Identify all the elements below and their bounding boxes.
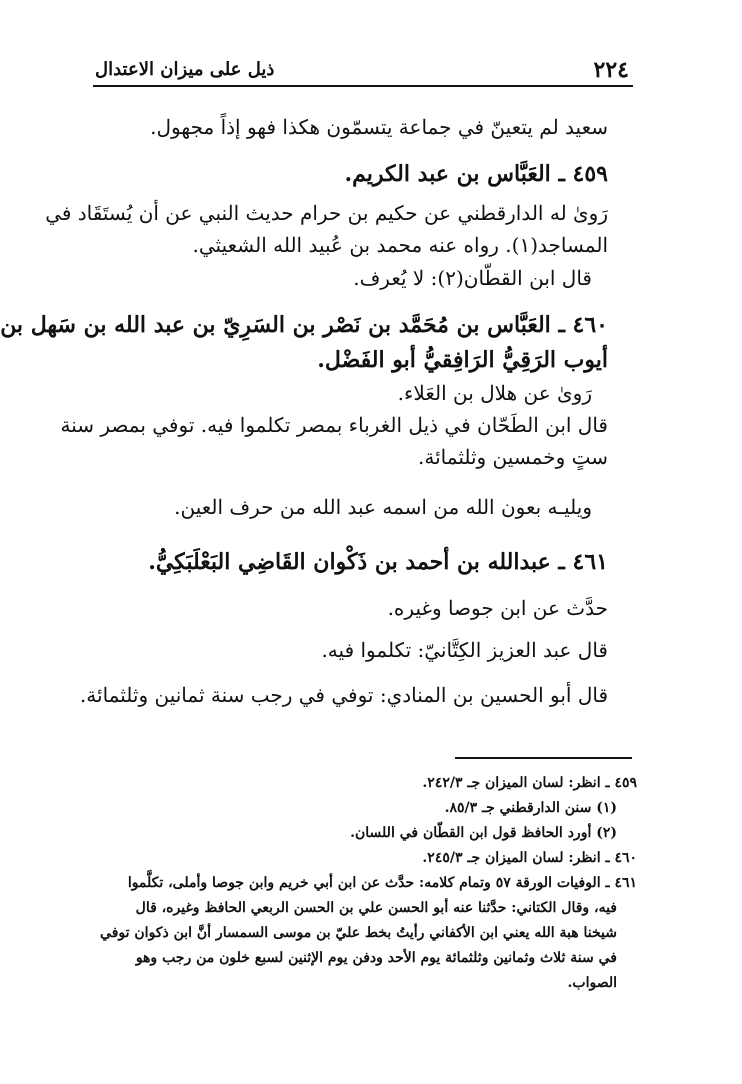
text-line: قال أبو الحسين بن المنادي: توفي في رجب سنة ثمانين وثلثمائة. (79, 683, 608, 707)
entry-heading-460-cont: أيوب الرَقِيُّ الرَافِقيُّ أبو الفَضْل. (317, 347, 608, 373)
footnote-line: ٤٦١ ـ الوفيات الورقة ٥٧ وتمام كلامه: حدَّث عن ابن أبي خريم وابن جوصا وأملى، تكلَّموا (127, 875, 637, 891)
text-line: رَوىٰ عن هلال بن العَلاء. (397, 381, 592, 405)
entry-heading-460: ٤٦٠ ـ العَبَّاس بن مُحَمَّد بن نَصْر بن السَرِيّ بن عبد الله بن سَهل بن (0, 312, 608, 338)
footnote-separator (455, 757, 632, 759)
text-line: ستٍ وخمسين وثلثمائة. (418, 445, 608, 469)
text-line: سعيد لم يتعينّ في جماعة يتسمّون هكذا فهو إذاً مجهول. (150, 115, 608, 139)
running-title: ذيل على ميزان الاعتدال (95, 59, 275, 80)
footnote-line: شيخنا هبة الله يعني ابن الأكفاني رأيتُ بخط عليّ بن موسى السمسار أنَّ ابن ذكوان توفي (100, 925, 617, 941)
footnote-line: في سنة ثلاث وثمانين وثلثمائة يوم الأحد ودفن يوم الإثنين لسبع خلون من رجب وهو (135, 950, 617, 966)
text-line: رَوىٰ له الدارقطني عن حكيم بن حرام حديث النبي عن أن يُستَقَاد في (45, 201, 608, 225)
page-number: ٢٢٤ (593, 57, 629, 83)
entry-heading-459: ٤٥٩ ـ العَبَّاس بن عبد الكريم. (344, 161, 608, 187)
entry-heading-461: ٤٦١ ـ عبدالله بن أحمد بن ذَكْوان القَاضِي البَعْلَبَكِيُّ. (148, 549, 608, 575)
running-header (93, 55, 633, 87)
text-line: قال ابن الطَحّان في ذيل الغرباء بمصر تكلموا فيه. توفي بمصر سنة (60, 413, 608, 437)
footnote-line: ٤٦٠ ـ انظر: لسان الميزان جـ ٢٤٥/٣. (422, 850, 637, 866)
footnote-line: الصواب. (567, 975, 617, 991)
section-note: ويليـه بعون الله من اسمه عبد الله من حرف العين. (174, 495, 592, 519)
footnote-line: فيه، وقال الكتاني: حدَّثنا عنه أبو الحسن علي بن الحسن الربعي الحافظ وغيره، قال (135, 900, 617, 916)
text-line: قال ابن القطّان(٢): لا يُعرف. (353, 266, 592, 290)
footnote-line: (٢) أورد الحافظ قول ابن القطّان في اللسان. (350, 825, 617, 841)
footnote-line: (١) سنن الدارقطني جـ ٨٥/٣. (444, 800, 617, 816)
text-line: حدَّث عن ابن جوصا وغيره. (387, 596, 608, 620)
text-line: المساجد(١). رواه عنه محمد بن عُبيد الله الشعيثي. (192, 233, 608, 257)
text-line: قال عبد العزيز الكِتَّانيّ: تكلموا فيه. (321, 638, 608, 662)
footnote-line: ٤٥٩ ـ انظر: لسان الميزان جـ ٢٤٢/٣. (422, 775, 637, 791)
